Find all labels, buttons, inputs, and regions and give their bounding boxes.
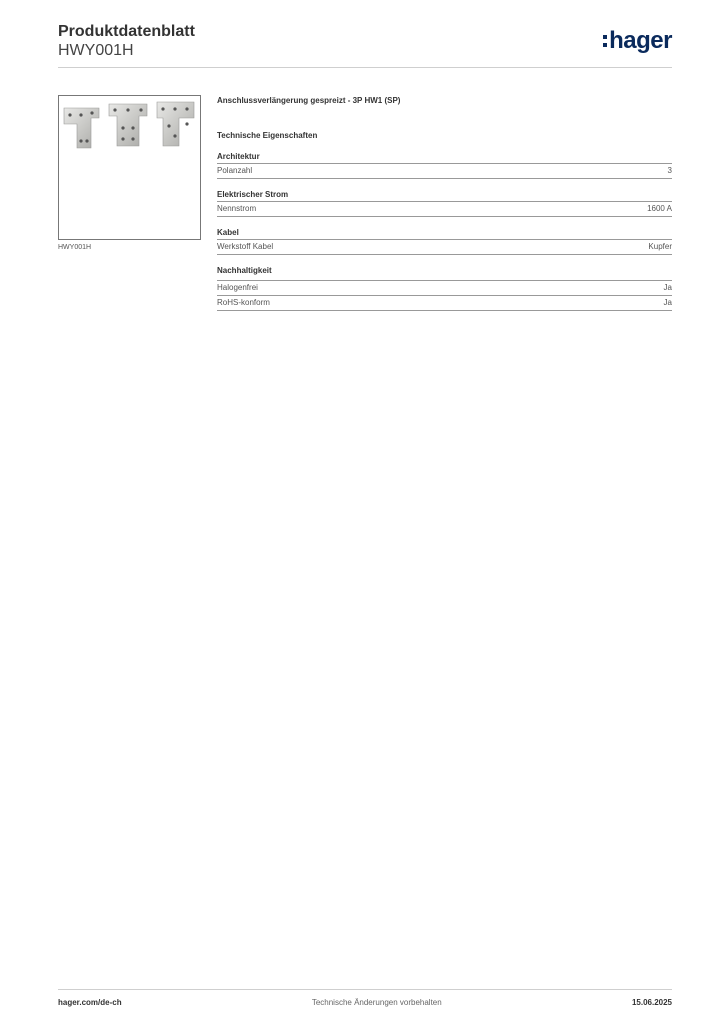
section-elektrischer-strom: [217, 190, 672, 217]
product-code: HWY001H: [58, 42, 134, 59]
section-kabel: [217, 228, 672, 255]
document-title: Produktdatenblatt: [58, 23, 195, 40]
logo-colon-icon: [603, 35, 607, 47]
property-row: [217, 296, 672, 311]
section-heading: Nachhaltigkeit: [217, 266, 272, 275]
property-label: Halogenfrei: [217, 283, 258, 292]
property-value: 1600 A: [647, 204, 672, 213]
copper-busbar-extension-image: [59, 96, 200, 239]
property-row: [217, 240, 672, 255]
product-details: [217, 96, 672, 322]
property-row: [217, 280, 672, 296]
section-heading: Kabel: [217, 228, 672, 240]
section-nachhaltigkeit: [217, 266, 672, 311]
property-row: [217, 202, 672, 217]
section-heading: Elektrischer Strom: [217, 190, 672, 202]
property-label: Polanzahl: [217, 166, 253, 175]
footer-date: 15.06.2025: [631, 998, 672, 1007]
section-architektur: [217, 152, 672, 179]
property-value: 3: [667, 166, 672, 175]
page-footer: [58, 998, 672, 1007]
hager-logo[interactable]: [603, 27, 672, 55]
logo-text: hager: [609, 27, 672, 54]
product-image-frame: [58, 95, 201, 240]
footer-url-link[interactable]: hager.com/de-ch: [58, 998, 122, 1007]
header-divider: [58, 67, 672, 68]
property-value: Ja: [663, 298, 672, 307]
property-value: Ja: [663, 283, 672, 292]
property-row: [217, 164, 672, 179]
property-label: Werkstoff Kabel: [217, 242, 274, 251]
footer-note: Technische Änderungen vorbehalten: [311, 998, 442, 1007]
property-label: RoHS-konform: [217, 298, 270, 307]
product-name: Anschlussverlängerung gespreizt - 3P HW1 (SP): [217, 96, 401, 105]
technical-properties-heading: Technische Eigenschaften: [217, 131, 318, 140]
property-label: Nennstrom: [217, 204, 257, 213]
footer-divider: [58, 989, 672, 990]
section-heading: Architektur: [217, 152, 672, 164]
page-header: [58, 22, 195, 60]
property-value: Kupfer: [648, 242, 672, 251]
image-caption: HWY001H: [58, 244, 92, 251]
